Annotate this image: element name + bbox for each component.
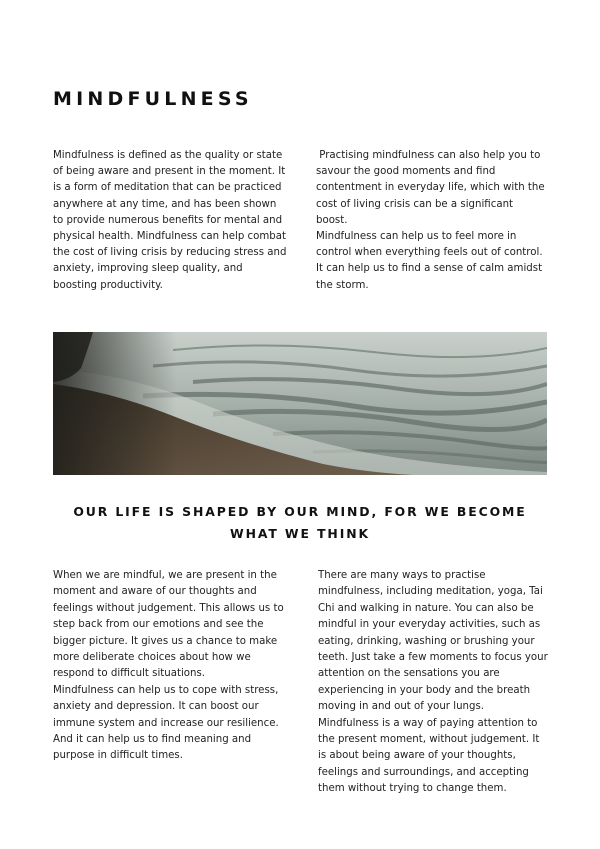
body-right-paragraph-2: Mindfulness is a way of paying attention to the present moment, without judgement. It is about being aware of your thoughts, feelings and surroundings, and accepting them without trying to change them. — [318, 717, 540, 795]
intro-left-paragraph: Mindfulness is defined as the quality or state of being aware and present in the moment. It is a form of meditation that can be practiced anywhere at any time, and has been shown to provide numerous benefits for mental and physical health. Mindfulness can help combat the cost of living crisis by reducing stress and anxiety, improving sleep quality, and boosting productivity. — [53, 150, 287, 291]
shoreline-image — [53, 332, 547, 475]
body-right-column — [318, 568, 548, 798]
quote-heading: OUR LIFE IS SHAPED BY OUR MIND, FOR WE BECOME WHAT WE THINK — [73, 504, 527, 541]
intro-right-paragraph-1: Practising mindfulness can also help you to savour the good moments and find contentment in everyday life, which with the cost of living crisis can be a significant boost. — [316, 150, 548, 226]
intro-right-column — [316, 148, 546, 294]
shoreline-photo — [53, 332, 547, 475]
page-title: MINDFULNESS — [53, 88, 253, 110]
body-left-column — [53, 568, 291, 765]
intro-right-paragraph-2: Mindfulness can help us to feel more in control when everything feels out of control. It can help us to find a sense of calm amidst the storm. — [316, 231, 543, 291]
body-left-paragraph-2: Mindfulness can help us to cope with stress, anxiety and depression. It can boost our immune system and increase our resilience. And it can help us to find meaning and purpose in difficult times. — [53, 684, 279, 762]
body-left-paragraph-1: When we are mindful, we are present in the moment and aware of our thoughts and feelings without judgement. This allows us to step back from our emotions and see the bigger picture. It gives us a chance to make more deliberate choices about how we respond to difficult situations. — [53, 570, 284, 680]
body-right-paragraph-1: There are many ways to practise mindfulness, including meditation, yoga, Tai Chi and walking in nature. You can also be mindful in your everyday activities, such as eating, drinking, washing or brushing your teeth. Just take a few moments to focus your attention on the sensations you are experiencing in your body and the breath moving in and out of your lungs. — [318, 570, 548, 713]
intro-left-column — [53, 148, 289, 294]
